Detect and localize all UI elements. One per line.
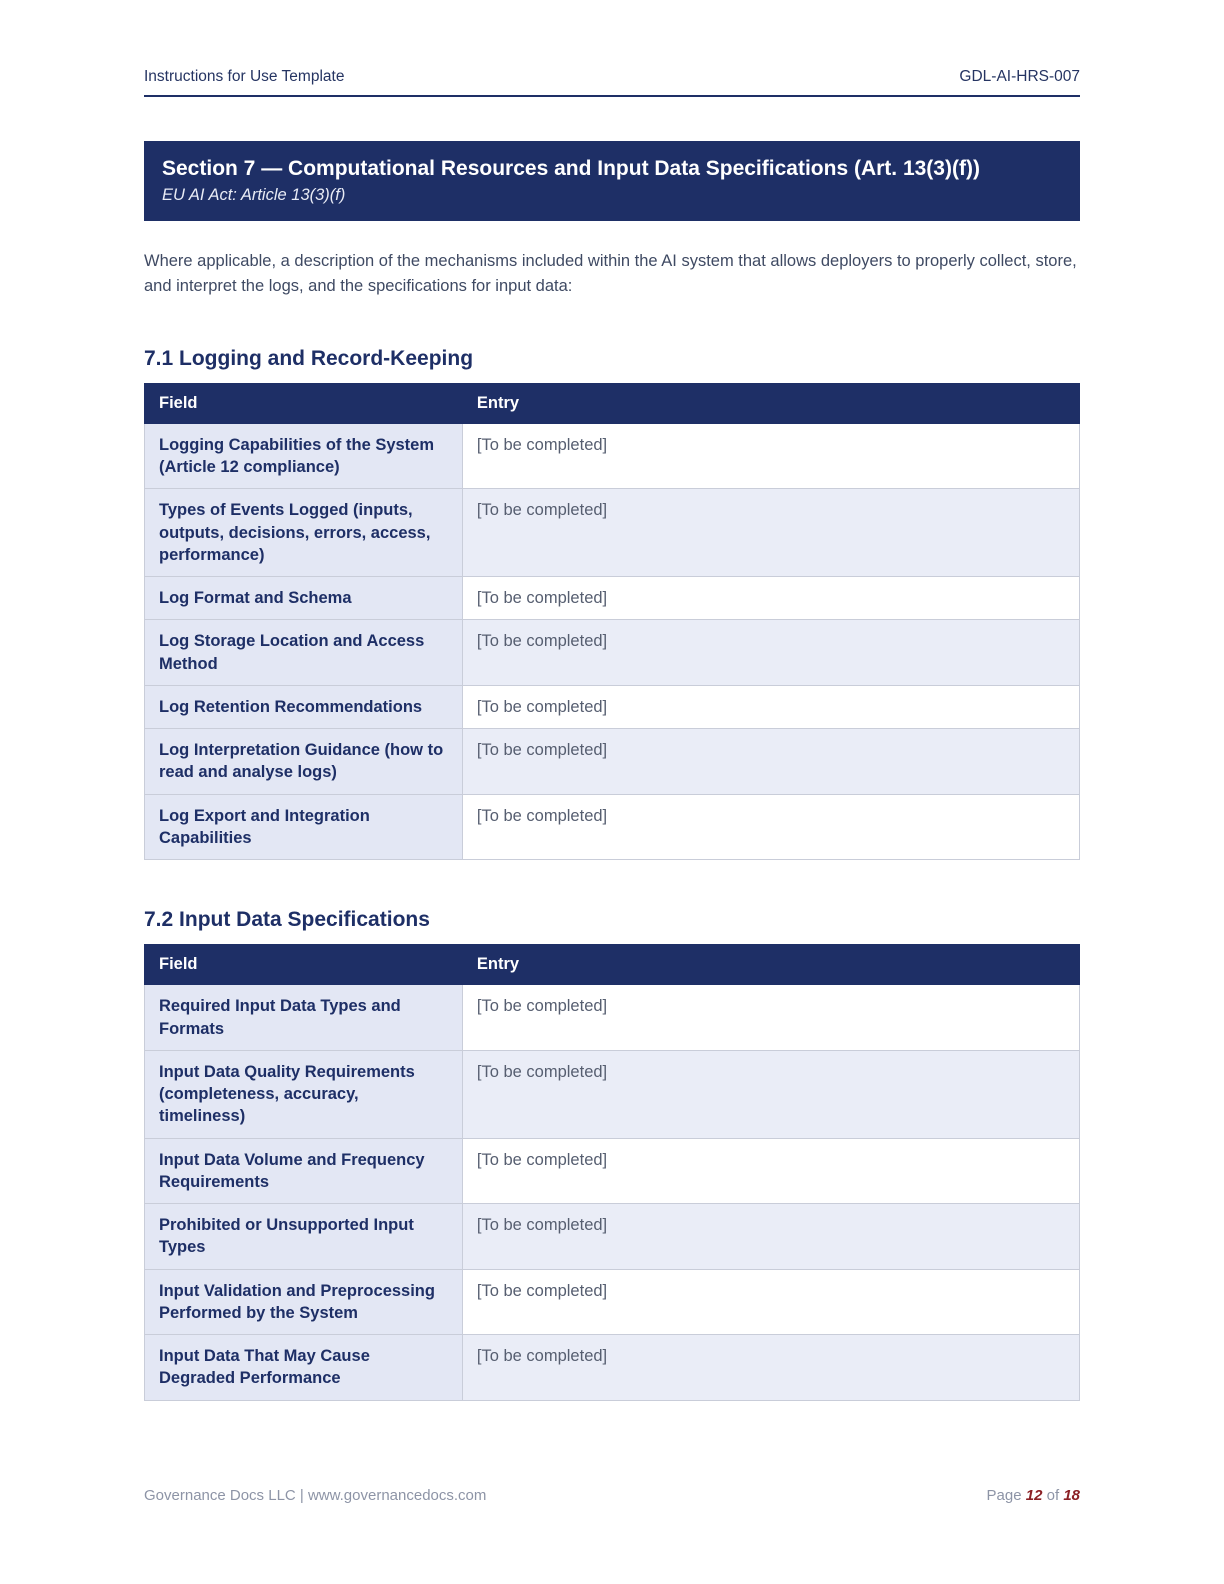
- field-cell: Required Input Data Types and Formats: [145, 985, 463, 1051]
- field-cell: Logging Capabilities of the System (Article 12 compliance): [145, 423, 463, 489]
- entry-cell: [To be completed]: [462, 620, 1079, 686]
- field-cell: Log Interpretation Guidance (how to read and analyse logs): [145, 729, 463, 795]
- footer-page-indicator: [987, 1487, 1080, 1504]
- table-row: [145, 1335, 1080, 1401]
- field-cell: Input Validation and Preprocessing Performed by the System: [145, 1269, 463, 1335]
- running-header: [144, 0, 1080, 86]
- field-cell: Log Storage Location and Access Method: [145, 620, 463, 686]
- field-cell: Input Data Quality Requirements (completeness, accuracy, timeliness): [145, 1050, 463, 1138]
- section-banner-title: Section 7 — Computational Resources and Input Data Specifications (Art. 13(3)(f)): [162, 157, 980, 180]
- document-title: Instructions for Use Template: [144, 68, 345, 85]
- field-cell: Log Format and Schema: [145, 577, 463, 620]
- entry-cell: [To be completed]: [462, 985, 1079, 1051]
- field-cell: Prohibited or Unsupported Input Types: [145, 1204, 463, 1270]
- table-row: [145, 620, 1080, 686]
- table-row: [145, 489, 1080, 577]
- table-row: [145, 577, 1080, 620]
- table-row: [145, 423, 1080, 489]
- column-header-field: Field: [145, 383, 463, 423]
- entry-cell: [To be completed]: [462, 1204, 1079, 1270]
- table-row: [145, 794, 1080, 860]
- entry-cell: [To be completed]: [462, 794, 1079, 860]
- field-cell: Types of Events Logged (inputs, outputs, decisions, errors, access, performance): [145, 489, 463, 577]
- field-cell: Input Data Volume and Frequency Requirements: [145, 1138, 463, 1204]
- table-row: [145, 1050, 1080, 1138]
- column-header-entry: Entry: [462, 383, 1079, 423]
- intro-paragraph: Where applicable, a description of the mechanisms included within the AI system that allows deployers to properly collect, store, and interpret the logs, and the specifications for input data:: [144, 252, 1077, 296]
- of-label: of: [1046, 1487, 1060, 1504]
- entry-cell: [To be completed]: [462, 1050, 1079, 1138]
- entry-cell: [To be completed]: [462, 1138, 1079, 1204]
- entry-cell: [To be completed]: [462, 1269, 1079, 1335]
- table-row: [145, 729, 1080, 795]
- entry-cell: [To be completed]: [462, 577, 1079, 620]
- section-banner: [144, 141, 1080, 221]
- field-cell: Log Export and Integration Capabilities: [145, 794, 463, 860]
- table-header-row: [145, 383, 1080, 423]
- entry-cell: [To be completed]: [462, 1335, 1079, 1401]
- table-row: [145, 1269, 1080, 1335]
- entry-cell: [To be completed]: [462, 729, 1079, 795]
- entry-cell: [To be completed]: [462, 685, 1079, 728]
- footer-company: Governance Docs LLC | www.governancedocs.com: [144, 1487, 487, 1504]
- heading-input-data: 7.2 Input Data Specifications: [144, 908, 430, 932]
- logging-table: [144, 383, 1080, 860]
- header-rule: [144, 95, 1080, 97]
- page-total: 18: [1063, 1487, 1080, 1504]
- input-data-table: [144, 944, 1080, 1400]
- entry-cell: [To be completed]: [462, 423, 1079, 489]
- document-code: GDL-AI-HRS-007: [959, 68, 1080, 85]
- column-header-field: Field: [145, 945, 463, 985]
- table-row: [145, 985, 1080, 1051]
- table-row: [145, 685, 1080, 728]
- field-cell: Log Retention Recommendations: [145, 685, 463, 728]
- page-current: 12: [1025, 1487, 1043, 1504]
- column-header-entry: Entry: [462, 945, 1079, 985]
- table-row: [145, 1138, 1080, 1204]
- heading-logging: 7.1 Logging and Record-Keeping: [144, 346, 474, 370]
- table-row: [145, 1204, 1080, 1270]
- entry-cell: [To be completed]: [462, 489, 1079, 577]
- field-cell: Input Data That May Cause Degraded Performance: [145, 1335, 463, 1401]
- section-banner-subtitle: EU AI Act: Article 13(3)(f): [162, 186, 346, 205]
- page-label: Page: [986, 1487, 1022, 1504]
- table-header-row: [145, 945, 1080, 985]
- running-footer: [144, 1487, 1080, 1504]
